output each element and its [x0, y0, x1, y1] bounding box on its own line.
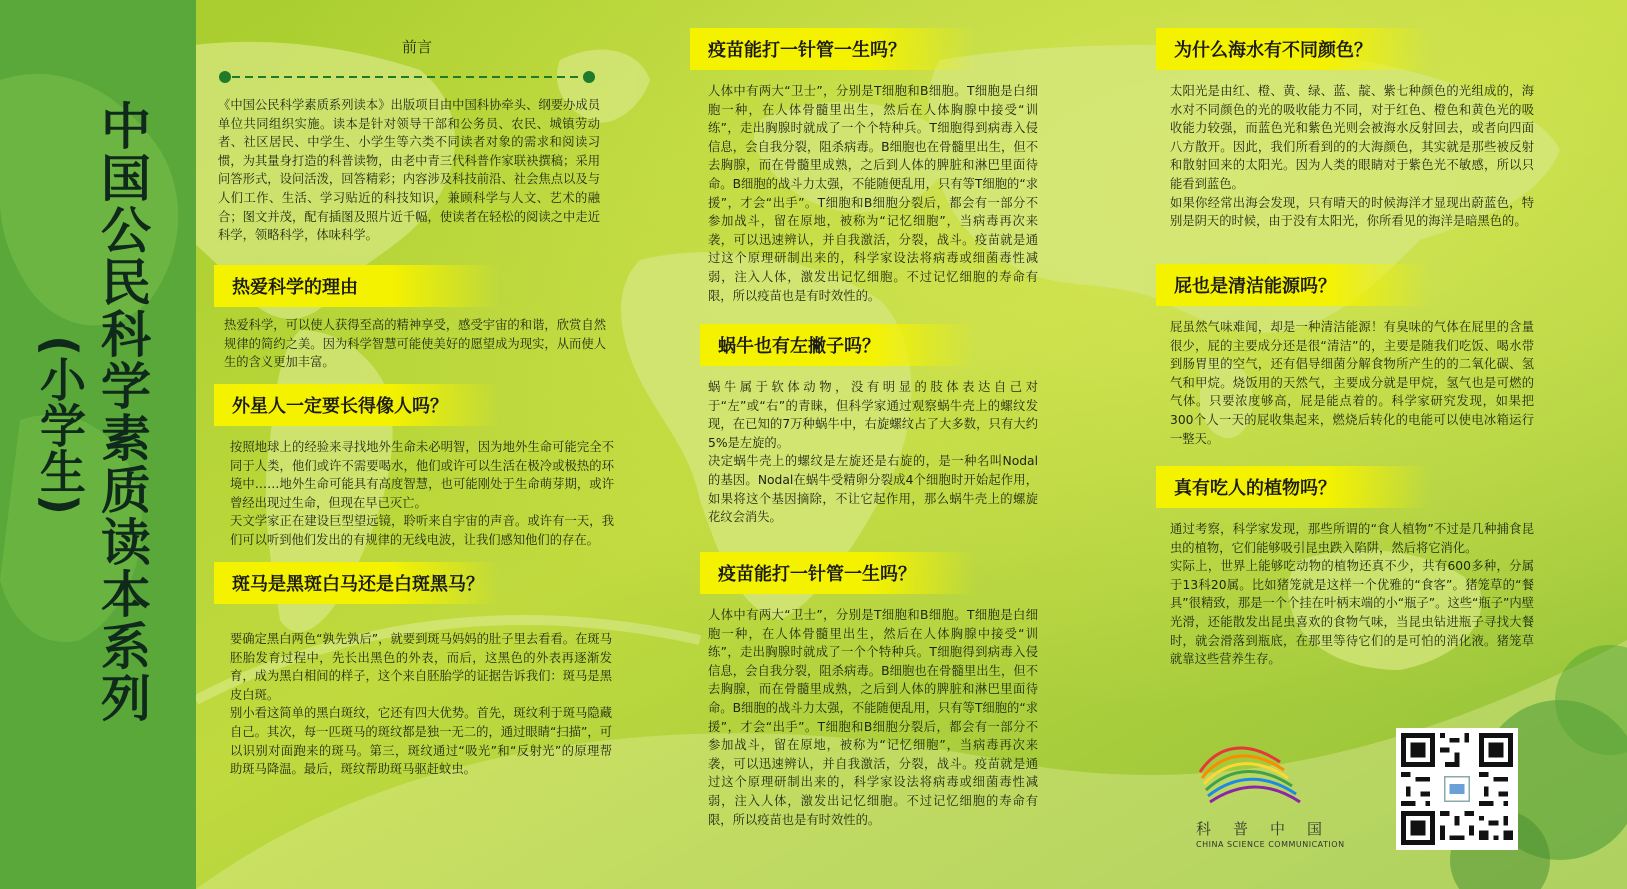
- heading-vaccine-2: 疫苗能打一针管一生吗？: [700, 552, 976, 594]
- heading-sea-color: 为什么海水有不同颜色？: [1156, 28, 1430, 70]
- preface-text: 《中国公民科学素质系列读本》出版项目由中国科协牵头、纲要办成员单位共同组织实施。读本是针对领导干部和公务员、农民、城镇劳动者、社区居民、中学生、小学生等六类不同读者对象的需求和阅读习惯，为其量身打造的科普读物，由老中青三代科普作家联袂撰稿；采用问答形式，设问活泼，回答精彩；内容涉及科技前沿、社会焦点以及与人们工作、生活、学习贴近的科技知识，兼顾科学与人文、艺术的融合；图文并茂，配有插图及照片近千幅，使读者在轻松的阅读之中走近科学，领略科学，体味科学。: [218, 98, 600, 243]
- text-vaccine-1: 人体中有两大“卫士”，分别是T细胞和B细胞。T细胞是白细胞一种，在人体骨髓里出生，然后在人体胸腺中接受“训练”，走出胸腺时就成了一个个特种兵。T细胞得到病毒入侵信息，会自我分裂，阻杀病毒。B细胞也在骨髓里出生，但不去胸腺，而在骨髓里成熟，之后到人体的脾脏和淋巴里面待命。B细胞的战斗力太强，不能随便乱用，只有等T细胞的“求援”，才会“出手”。T细胞和B细胞分裂后，都会有一部分不参加战斗，留在原地，被称为“记忆细胞”，当病毒再次来袭，可以迅速辨认，并自我激活，分裂，战斗。疫苗就是通过这个原理研制出来的，科学家设法将病毒或细菌毒性减弱，注入人体，激发出记忆细胞。不过记忆细胞的寿命有限，所以疫苗也是有时效性的。: [708, 84, 1038, 303]
- text-snail: 蜗牛属于软体动物，没有明显的肢体表达自己对于“左”或“右”的青睐，但科学家通过观察蜗牛壳上的螺纹发现，在已知的7万种蜗牛中，右旋螺纹占了大多数，只有大约5%是左旋的。 决定蜗牛壳上的螺纹是左旋还是右旋的，是一种名叫Nodal的基因。Nodal在蜗牛受精卵分裂成4个细胞时开始起作用，如果将这个基因摘除，不让它起作用，那么蜗牛壳上的螺旋花纹会消失。: [708, 380, 1038, 525]
- heading-carnivorous: 真有吃人的植物吗？: [1156, 466, 1430, 508]
- preface-divider: [218, 70, 596, 84]
- text-vaccine-2: 人体中有两大“卫士”，分别是T细胞和B细胞。T细胞是白细胞一种，在人体骨髓里出生，然后在人体胸腺中接受“训练”，走出胸腺时就成了一个个特种兵。T细胞得到病毒入侵信息，会自我分裂，阻杀病毒。B细胞也在骨髓里出生，但不去胸腺，而在骨髓里成熟，之后到人体的脾脏和淋巴里面待命。B细胞的战斗力太强，不能随便乱用，只有等T细胞的“求援”，才会“出手”。T细胞和B细胞分裂后，都会有一部分不参加战斗，留在原地，被称为“记忆细胞”，当病毒再次来袭，可以迅速辨认，并自我激活，分裂，战斗。疫苗就是通过这个原理研制出来的，科学家设法将病毒或细菌毒性减弱，注入人体，激发出记忆细胞。不过记忆细胞的寿命有限，所以疫苗也是有时效性的。: [708, 608, 1038, 827]
- heading-vaccine-1: 疫苗能打一针管一生吗？: [690, 28, 976, 70]
- text-love-science: 热爱科学，可以使人获得至高的精神享受，感受宇宙的和谐，欣赏自然规律的简约之美。因为科学智慧可能使美好的愿望成为现实，从而使人生的含义更加丰富。: [224, 318, 606, 370]
- heading-love-science: 热爱科学的理由: [214, 265, 500, 307]
- preface-heading: 前言: [402, 38, 433, 56]
- text-zebra: 要确定黑白两色“孰先孰后”，就要到斑马妈妈的肚子里去看看。在斑马胚胎发育过程中，先长出黑色的外表，而后，这黑色的外表再逐渐发育，成为黑白相间的样子，这个来自胚胎学的证据告诉我们：斑马是黑皮白斑。 别小看这简单的黑白斑纹，它还有四大优势。首先，斑纹利于斑马隐藏自己。其次，每一匹斑马的斑纹都是独一无二的，通过眼睛“扫描”，可以识别对面跑来的斑马。第三，斑纹通过“吸光”和“反射光”的原理帮助斑马降温。最后，斑纹帮助斑马驱赶蚊虫。: [230, 632, 612, 777]
- logo-text-en: CHINA SCIENCE COMMUNICATION: [1196, 840, 1345, 849]
- heading-fart: 屁也是清洁能源吗？: [1156, 264, 1430, 306]
- series-subtitle: (小学生): [33, 335, 87, 516]
- text-fart: 屁虽然气味难闻，却是一种清洁能源！有臭味的气体在屁里的含量很少，屁的主要成分还是很“清洁”的，主要是随我们吃饭、喝水带到肠胃里的空气，还有倡导细菌分解食物所产生的的二氧化碳、氢气和甲烷。烧饭用的天然气，主要成分就是甲烷，氢气也是可燃的气体。只要浓度够高，屁是能点着的。科学家研究发现，如果把300个人一天的屁收集起来，燃烧后转化的电能可以使电冰箱运行一整天。: [1170, 320, 1534, 446]
- heading-snail: 蜗牛也有左撇子吗？: [700, 324, 976, 366]
- qr-code[interactable]: [1396, 728, 1518, 850]
- logo-text-cn: 科普中国: [1196, 820, 1345, 838]
- text-sea-color: 太阳光是由红、橙、黄、绿、蓝、靛、紫七种颜色的光组成的，海水对不同颜色的光的吸收能力不同，对于红色、橙色和黄色光的吸收能力较强，而蓝色光和紫色光则会被海水反射回去，或者向四面八方散开。因此，我们所看到的的大海颜色，其实就是那些被反射和散射回来的太阳光。因为人类的眼睛对于紫色光不敏感，所以只能看到蓝色。 如果你经常出海会发现，只有晴天的时候海洋才显现出蔚蓝色，特别是阴天的时候，由于没有太阳光，你所看见的海洋是暗黑色的。: [1170, 84, 1534, 229]
- series-title: 中国公民科学素质读本系列: [93, 100, 151, 724]
- heading-aliens: 外星人一定要长得像人吗？: [214, 384, 500, 426]
- kepu-logo-icon: [1190, 732, 1310, 812]
- text-carnivorous: 通过考察，科学家发现，那些所谓的“食人植物”不过是几种捕食昆虫的植物，它们能够吸引昆虫跌入陷阱，然后将它消化。 实际上，世界上能够吃动物的植物还真不少，共有600多种，分属于13科20属。比如猪笼就是这样一个优雅的“食客”。猪笼草的“餐具”很精致，那是一个个挂在叶柄末端的小“瓶子”。这些“瓶子”内壁光滑，还能散发出昆虫喜欢的食物气味，当昆虫钻进瓶子寻找大餐时，就会滑落到瓶底，在那里等待它们的是可怕的消化液。猪笼草就靠这些营养生存。: [1170, 522, 1534, 667]
- heading-zebra: 斑马是黑斑白马还是白斑黑马？: [214, 562, 500, 604]
- text-aliens: 按照地球上的经验来寻找地外生命未必明智，因为地外生命可能完全不同于人类，他们或许不需要喝水，他们或许可以生活在极冷或极热的环境中……地外生命可能具有高度智慧，也可能刚处于生命萌芽期，或许曾经出现过生命，但现在早已灭亡。 天文学家正在建设巨型望远镜，聆听来自宇宙的声音。或许有一天，我们可以听到他们发出的有规律的无线电波，让我们感知他们的存在。: [230, 440, 614, 547]
